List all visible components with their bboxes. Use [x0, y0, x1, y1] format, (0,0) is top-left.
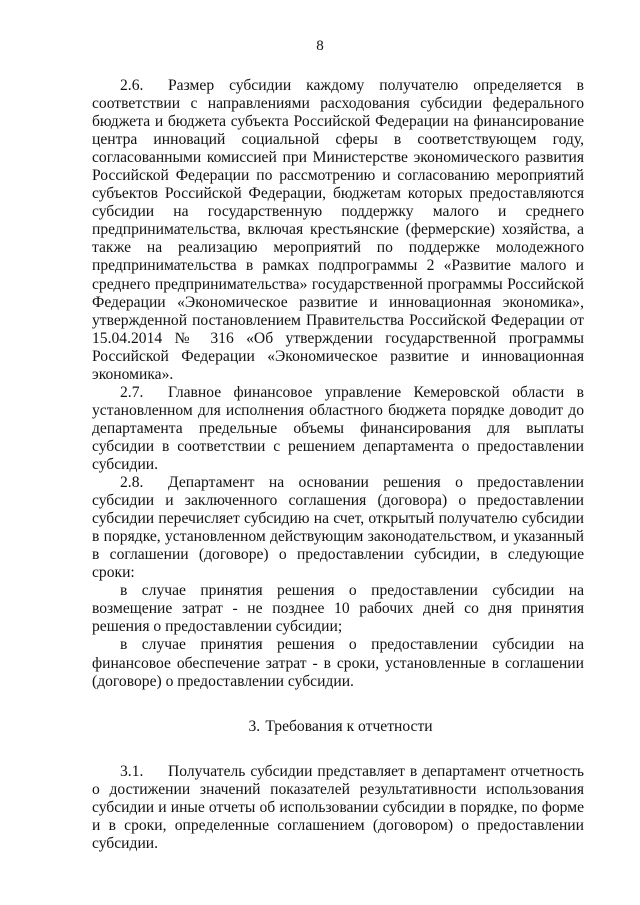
paragraph-2-6 — [92, 77, 584, 384]
paragraph-text: Размер субсидии каждому получателю определяется в соответствии с направлениями расходования субсидии федерального бюджета и бюджета субъекта Российской Федерации на финансирование центра инноваций социальной сферы в соответствующем году, согласованными комиссией при Министерстве экономического развития Российской Федерации по рассмотрению и согласованию мероприятий субъектов Российской Федерации, бюджетам которых предоставляются субсидии на государственную поддержку малого и среднего предпринимательства, включая крестьянские (фермерские) хозяйства, а также на реализацию мероприятий по поддержке молодежного предпринимательства в рамках подпрограммы 2 «Развитие малого и среднего предпринимательства» государственной программы Российской Федерации «Экономическое развитие и инновационная экономика», утвержденной постановлением Правительства Российской Федерации от 15.04.2014 № 316 «Об утверждении государственной программы Российской Федерации «Экономическое развитие и инновационная экономика». — [92, 77, 584, 383]
document-body — [92, 77, 584, 853]
section-number: 3. — [248, 717, 261, 735]
paragraph-text: Департамент на основании решения о предоставлении субсидии и заключенного соглашения (договора) о предоставлении субсидии перечисляет субсидию на счет, открытый получателю субсидии в порядке, установленном действующим законодательством, и указанный в соглашении (договоре) о предоставлении субсидии, в следующие сроки: — [92, 474, 584, 582]
paragraph-number: 2.7. — [120, 383, 144, 401]
paragraph-text: в случае принятия решения о предоставлении субсидии на финансовое обеспечение затрат - в сроки, установленные в соглашении (договоре) о предоставлении субсидии. — [92, 636, 584, 690]
paragraph-2-8 — [92, 474, 584, 582]
page-number: 8 — [316, 38, 324, 54]
paragraph-financing-term — [92, 636, 584, 690]
paragraph-number: 3.1. — [120, 762, 144, 780]
section-title-text: Требования к отчетности — [265, 717, 433, 735]
paragraph-number: 2.8. — [120, 474, 144, 492]
paragraph-3-1 — [92, 763, 584, 853]
paragraph-text: Получатель субсидии представляет в департамент отчетность о достижении значений показателей результативности использования субсидии и иные отчеты об использовании субсидии в порядке, по форме и в сроки, определенные соглашением (договором) о предоставлении субсидии. — [92, 762, 584, 852]
paragraph-text: в случае принятия решения о предоставлении субсидии на возмещение затрат - не позднее 10 рабочих дней со дня принятия решения о предоставлении субсидии; — [92, 582, 584, 636]
paragraph-2-7 — [92, 384, 584, 474]
paragraph-text: Главное финансовое управление Кемеровской области в установленном для исполнения областного бюджета порядке доводит до департамента предельные объемы финансирования для выплаты субсидии в соответствии с решением департамента о предоставлении субсидии. — [92, 383, 584, 473]
section-heading — [92, 718, 584, 736]
paragraph-reimbursement-term — [92, 582, 584, 636]
paragraph-number: 2.6. — [120, 77, 144, 94]
